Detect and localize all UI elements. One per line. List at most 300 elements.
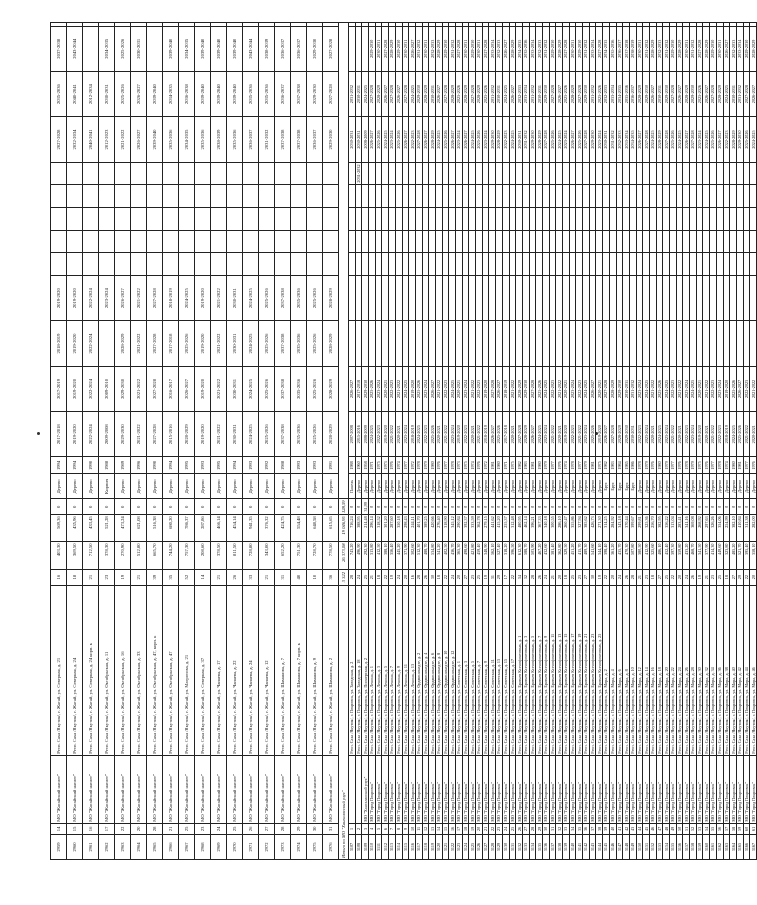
- cell-id: 3134: [529, 835, 536, 860]
- cell-id: 3119: [429, 835, 436, 860]
- cell-c: 297,63: [703, 515, 710, 542]
- cell-period: 2026-2027: [429, 366, 436, 411]
- cell-c: 433,45: [83, 515, 99, 542]
- cell-b: 412,50: [375, 542, 382, 569]
- cell-addr: Респ. Саха /Якутия/, г. Покровск, ул. Мира, д. 18: [656, 585, 663, 755]
- cell-c: 554,48: [291, 515, 307, 542]
- cell-period: 2028-2029: [435, 26, 442, 71]
- cell-b: 527,40: [496, 542, 503, 569]
- cell-period: [456, 321, 463, 366]
- cell-w: Дерево: [409, 474, 416, 499]
- cell-w: Дерево: [476, 474, 483, 499]
- cell-c: 341,16: [683, 515, 690, 542]
- cell-period: [375, 230, 382, 253]
- cell-period: [389, 230, 396, 253]
- cell-period: [382, 253, 389, 276]
- cell-period: [556, 208, 563, 231]
- cell-period: [83, 253, 99, 276]
- cell-org: [355, 755, 362, 823]
- cell-period: 2027-2028: [576, 71, 583, 116]
- cell-addr: Респ. Саха /Якутия/, г. Покровск, ул. Орджоникидзе, д. 4: [422, 585, 429, 755]
- cell-org: МО "Город Покровск": [449, 755, 456, 823]
- cell-period: [563, 208, 570, 231]
- table-total-section: [339, 23, 349, 860]
- cell-period: [179, 162, 195, 185]
- cell-period: [462, 208, 469, 231]
- cell-period: [736, 185, 743, 208]
- cell-period: [563, 185, 570, 208]
- cell-n: 30: [542, 823, 549, 834]
- cell-n: 20: [476, 823, 483, 834]
- cell-period: [362, 185, 369, 208]
- cell-period: [409, 276, 416, 321]
- cell-period: 2028-2029: [536, 117, 543, 162]
- cell-id: 2974: [291, 835, 307, 860]
- cell-w: Дерево: [415, 474, 422, 499]
- cell-period: 2030-2031: [227, 412, 243, 457]
- cell-w: Дерево: [569, 474, 576, 499]
- cell-period: [629, 162, 636, 185]
- cell-period: 2032-2033: [730, 26, 737, 71]
- cell-n: 17: [99, 823, 115, 834]
- cell-period: 2029-2030: [743, 26, 750, 71]
- cell-period: [323, 230, 339, 253]
- cell-period: 2033-2034: [529, 26, 536, 71]
- cell-period: 2022-2023: [502, 117, 509, 162]
- cell-period: 2035-2036: [522, 26, 529, 71]
- cell-period: 2024-2025: [243, 276, 259, 321]
- table-row: [489, 23, 496, 860]
- table-row: [476, 23, 483, 860]
- cell-period: 2026-2027: [179, 366, 195, 411]
- cell-period: 2030-2031: [730, 71, 737, 116]
- cell-period: 2036-2037: [291, 26, 307, 71]
- cell-d: 0: [623, 499, 630, 515]
- cell-y: 1976: [476, 457, 483, 474]
- cell-period: [442, 162, 449, 185]
- cell-id: 2973: [275, 835, 291, 860]
- cell-period: [636, 185, 643, 208]
- cell-period: [462, 253, 469, 276]
- cell-period: [676, 185, 683, 208]
- cell-period: [422, 185, 429, 208]
- cell-period: 2036-2037: [243, 117, 259, 162]
- cell-b: 451,20: [569, 542, 576, 569]
- cell-org: МО "Жатайский наслег": [291, 755, 307, 823]
- cell-period: [750, 230, 757, 253]
- cell-w: Дерево: [369, 474, 376, 499]
- cell-period: [375, 276, 382, 321]
- cell-org: МО "Жатайский наслег": [51, 755, 67, 823]
- cell-id: 3127: [482, 835, 489, 860]
- cell-period: 2026-2027: [489, 412, 496, 457]
- cell-c: 284,92: [609, 515, 616, 542]
- cell-b: 412,90: [643, 542, 650, 569]
- cell-n: 21: [163, 823, 179, 834]
- cell-period: [750, 276, 757, 321]
- cell-org: МО "Город Покровск": [402, 755, 409, 823]
- cell-period: [643, 230, 650, 253]
- cell-period: 2024-2025: [536, 412, 543, 457]
- cell-period: [516, 276, 523, 321]
- cell-d: 0: [83, 499, 99, 515]
- cell-period: 2026-2027: [683, 117, 690, 162]
- cell-w: Дерево: [730, 474, 737, 499]
- cell-period: 2031-2032: [489, 71, 496, 116]
- cell-period: 2019-2020: [195, 276, 211, 321]
- cell-a: 27: [462, 569, 469, 585]
- cell-period: 2029-2030: [690, 71, 697, 116]
- cell-a: 32: [522, 569, 529, 585]
- cell-b: 380,50: [636, 542, 643, 569]
- cell-period: [435, 185, 442, 208]
- cell-addr: Респ. Саха /Якутия/, г. Жатай, ул. Шаманова, д. 9: [307, 585, 323, 755]
- cell-period: [542, 230, 549, 253]
- cell-period: [409, 208, 416, 231]
- cell-period: 2027-2028: [542, 117, 549, 162]
- cell-n: 35: [576, 823, 583, 834]
- cell-period: 2026-2027: [131, 117, 147, 162]
- cell-period: 2025-2026: [736, 412, 743, 457]
- cell-period: [131, 185, 147, 208]
- cell-addr: Респ. Саха /Якутия/, г. Покровск, ул. Братьев Ксенофонтовых, д. 19: [576, 585, 583, 755]
- cell-c: 521,28: [99, 515, 115, 542]
- cell-period: 2019-2020: [563, 412, 570, 457]
- cell-period: 2022-2023: [710, 366, 717, 411]
- cell-b: 415,70: [576, 542, 583, 569]
- cell-period: [402, 321, 409, 366]
- cell-period: [99, 253, 115, 276]
- cell-period: 2023-2024: [99, 276, 115, 321]
- cell-id: 3151: [643, 835, 650, 860]
- cell-c: 326,26: [710, 515, 717, 542]
- cell-period: 2027-2028: [696, 26, 703, 71]
- cell-y: 1994: [67, 457, 83, 474]
- cell-period: 2034-2035: [179, 117, 195, 162]
- cell-y: 1986: [629, 457, 636, 474]
- cell-b: 359,80: [676, 542, 683, 569]
- total-row: [339, 23, 349, 860]
- table-row: [542, 23, 549, 860]
- cell-period: 2026-2027: [131, 71, 147, 116]
- cell-period: 2026-2027: [676, 71, 683, 116]
- cell-period: 2027-2028: [389, 71, 396, 116]
- cell-n: 24: [211, 823, 227, 834]
- cell-period: [529, 208, 536, 231]
- cell-period: [211, 230, 227, 253]
- cell-period: [556, 276, 563, 321]
- cell-b: 371,90: [402, 542, 409, 569]
- cell-period: [609, 162, 616, 185]
- cell-d: 0: [195, 499, 211, 515]
- cell-d: 0: [307, 499, 323, 515]
- cell-period: 2020-2021: [435, 412, 442, 457]
- cell-period: [656, 253, 663, 276]
- cell-period: [51, 230, 67, 253]
- cell-period: 2029-2030: [369, 26, 376, 71]
- cell-period: [415, 276, 422, 321]
- table-body-upper: [51, 23, 339, 860]
- table-row: [442, 23, 449, 860]
- cell-period: [131, 208, 147, 231]
- cell-period: 2027-2028: [147, 412, 163, 457]
- cell-w: Брус: [623, 474, 630, 499]
- cell-addr: Респ. Саха /Якутия/, г. Жатай, ул. Шаманова, д. 7 корп. к: [291, 585, 307, 755]
- cell-org: МО "Город Покровск": [496, 755, 503, 823]
- cell-period: [489, 162, 496, 185]
- cell-b: 270,90: [115, 542, 131, 569]
- cell-addr: Респ. Саха /Якутия/, г. Покровск, ул. Мира, д. 28: [690, 585, 697, 755]
- cell-period: 2030-2031: [636, 26, 643, 71]
- cell-n: 48: [663, 823, 670, 834]
- cell-period: [243, 253, 259, 276]
- cell-period: [442, 253, 449, 276]
- cell-org: МО "Город Покровск": [730, 755, 737, 823]
- cell-period: 2023-2024: [482, 117, 489, 162]
- cell-y: 1971: [502, 457, 509, 474]
- cell-org: МО "Жатайский наслег": [195, 755, 211, 823]
- cell-b: 503,90: [529, 542, 536, 569]
- cell-org: МО "Город Покровск": [636, 755, 643, 823]
- cell-period: 2029-2030: [489, 117, 496, 162]
- cell-period: 2022-2023: [549, 366, 556, 411]
- cell-period: 2021-2022: [670, 412, 677, 457]
- cell-y: 1978: [449, 457, 456, 474]
- cell-period: 2029-2030: [522, 366, 529, 411]
- cell-addr: Респ. Саха /Якутия/, г. Покровск, ул. Мира, д. 22: [670, 585, 677, 755]
- cell-org: МО "Город Покровск": [649, 755, 656, 823]
- cell-c: 282,00: [750, 515, 757, 542]
- cell-a: 20: [556, 569, 563, 585]
- cell-a: 36: [323, 569, 339, 585]
- cell-period: [696, 253, 703, 276]
- table-row: [730, 23, 737, 860]
- cell-period: 2029-2030: [549, 26, 556, 71]
- cell-a: 22: [509, 569, 516, 585]
- cell-addr: Респ. Саха /Якутия/, г. Покровск, ул. Мира, д. 20: [663, 585, 670, 755]
- cell-id: 3137: [549, 835, 556, 860]
- cell-c: 255,37: [502, 515, 509, 542]
- cell-addr: Респ. Саха /Якутия/, г. Покровск, ул. Советская, д. 5: [469, 585, 476, 755]
- cell-period: 2023-2024: [696, 117, 703, 162]
- cell-y: 1977: [743, 457, 750, 474]
- cell-addr: Респ. Саха /Якутия/, г. Покровск, ул. Мира, д. 30: [696, 585, 703, 755]
- cell-period: [716, 162, 723, 185]
- cell-period: [583, 253, 590, 276]
- cell-period: 2019-2020: [456, 412, 463, 457]
- cell-period: 2036-2037: [307, 117, 323, 162]
- cell-period: 2024-2025: [362, 71, 369, 116]
- cell-d: 0: [576, 499, 583, 515]
- cell-period: 2025-2026: [576, 117, 583, 162]
- cell-period: [710, 321, 717, 366]
- cell-y: 1980: [496, 457, 503, 474]
- cell-id: 3152: [649, 835, 656, 860]
- cell-id: 3130: [502, 835, 509, 860]
- cell-period: 2025-2026: [563, 71, 570, 116]
- cell-addr: Респ. Саха /Якутия/, г. Покровск, ул. Мира, д. 12: [636, 585, 643, 755]
- cell-a: 23: [576, 569, 583, 585]
- cell-n: 23: [195, 823, 211, 834]
- cell-d: 0: [482, 499, 489, 515]
- cell-org: МО "Город Покровск": [676, 755, 683, 823]
- cell-period: [609, 208, 616, 231]
- cell-org: МО "Город Покровск": [629, 755, 636, 823]
- cell-period: [643, 321, 650, 366]
- cell-a: 20: [750, 569, 757, 585]
- cell-period: 2030-2031: [462, 26, 469, 71]
- cell-period: [502, 230, 509, 253]
- cell-period: [259, 253, 275, 276]
- cell-period: [743, 185, 750, 208]
- cell-addr: Респ. Саха /Якутия/, г. Жатай, ул. Октябрьская, д. 47: [163, 585, 179, 755]
- cell-id: 3164: [730, 835, 737, 860]
- cell-d: 0: [629, 499, 636, 515]
- cell-period: [576, 208, 583, 231]
- cell-period: 2035-2036: [623, 71, 630, 116]
- cell-b: 712,50: [83, 542, 99, 569]
- cell-period: 2026-2027: [569, 117, 576, 162]
- cell-period: [362, 162, 369, 185]
- cell-period: [563, 276, 570, 321]
- cell-period: [690, 253, 697, 276]
- cell-period: 2019-2020: [67, 366, 83, 411]
- cell-period: 2037-2038: [51, 26, 67, 71]
- cell-period: [750, 321, 757, 366]
- cell-period: [616, 321, 623, 366]
- cell-y: 1977: [670, 457, 677, 474]
- cell-org: МО "Жатайский наслег": [179, 755, 195, 823]
- cell-period: 2023-2024: [683, 366, 690, 411]
- cell-period: [509, 230, 516, 253]
- cell-period: 2030-2031: [349, 117, 356, 162]
- cell-period: 2028-2029: [516, 366, 523, 411]
- cell-period: [522, 321, 529, 366]
- cell-n: 30: [307, 823, 323, 834]
- cell-d: 0: [51, 499, 67, 515]
- cell-period: [736, 321, 743, 366]
- cell-c: 318,90: [442, 515, 449, 542]
- cell-period: 2009-2010: [99, 366, 115, 411]
- cell-period: [750, 208, 757, 231]
- cell-n: 16: [83, 823, 99, 834]
- cell-w: Дерево: [435, 474, 442, 499]
- cell-period: [409, 321, 416, 366]
- cell-id: 3136: [542, 835, 549, 860]
- cell-period: [115, 230, 131, 253]
- cell-a: 40: [291, 569, 307, 585]
- cell-period: [355, 230, 362, 253]
- cell-period: 2027-2028: [743, 71, 750, 116]
- cell-y: 1980: [656, 457, 663, 474]
- cell-c: 621,08: [131, 515, 147, 542]
- cell-w: Дерево: [395, 474, 402, 499]
- cell-w: Дерево: [542, 474, 549, 499]
- cell-period: 2035-2036: [51, 71, 67, 116]
- cell-b: 313,80: [369, 542, 376, 569]
- cell-period: [476, 185, 483, 208]
- cell-w: Брус: [603, 474, 610, 499]
- cell-period: [629, 321, 636, 366]
- cell-period: 2043-2044: [67, 26, 83, 71]
- cell-period: 2023-2024: [449, 412, 456, 457]
- cell-id: 2976: [323, 835, 339, 860]
- cell-c: 287,86: [195, 515, 211, 542]
- cell-a: 30: [589, 569, 596, 585]
- table-row: [516, 23, 523, 860]
- cell-addr: Респ. Саха /Якутия/, г. Покровск, ул. Советская, д. 7: [476, 585, 483, 755]
- cell-period: [67, 162, 83, 185]
- cell-period: 2029-2030: [643, 71, 650, 116]
- cell-period: [389, 276, 396, 321]
- cell-w: Дерево: [589, 474, 596, 499]
- table-row: [462, 23, 469, 860]
- cell-period: 2032-2033: [603, 71, 610, 116]
- cell-period: [516, 230, 523, 253]
- cell-period: [703, 253, 710, 276]
- cell-w: Дерево: [275, 474, 291, 499]
- cell-period: 2021-2022: [743, 412, 750, 457]
- cell-period: [163, 162, 179, 185]
- cell-period: [663, 253, 670, 276]
- cell-period: [743, 321, 750, 366]
- cell-period: 2033-2034: [736, 26, 743, 71]
- cell-period: [449, 162, 456, 185]
- cell-period: [429, 208, 436, 231]
- cell-a: 17: [502, 569, 509, 585]
- cell-w: Дерево: [489, 474, 496, 499]
- table-row: [115, 23, 131, 860]
- cell-period: [243, 185, 259, 208]
- cell-period: 2020-2021: [469, 412, 476, 457]
- cell-period: 2027-2028: [609, 412, 616, 457]
- cell-period: 2024-2025: [703, 117, 710, 162]
- cell-id: 3140: [569, 835, 576, 860]
- cell-w: Кирпич: [99, 474, 115, 499]
- cell-a: 21: [259, 569, 275, 585]
- table-row: [307, 23, 323, 860]
- cell-period: 2039-2040: [163, 26, 179, 71]
- cell-period: 2029-2030: [362, 366, 369, 411]
- cell-period: [429, 230, 436, 253]
- cell-a: 21: [703, 569, 710, 585]
- cell-period: 2026-2027: [395, 71, 402, 116]
- cell-n: 15: [442, 823, 449, 834]
- cell-period: [730, 208, 737, 231]
- cell-period: 2033-2034: [489, 26, 496, 71]
- cell-period: 2018-2019: [163, 276, 179, 321]
- cell-period: [656, 230, 663, 253]
- cell-org: МО "Город Покровск": [683, 755, 690, 823]
- cell-w: Дерево: [51, 474, 67, 499]
- cell-period: [736, 253, 743, 276]
- cell-w: Дерево: [179, 474, 195, 499]
- cell-b: 728,80: [243, 542, 259, 569]
- cell-period: [131, 162, 147, 185]
- cell-c: 382,10: [730, 515, 737, 542]
- table-row: [583, 23, 590, 860]
- cell-period: 2022-2023: [576, 366, 583, 411]
- cell-period: [476, 162, 483, 185]
- cell-period: 2027-2028: [643, 117, 650, 162]
- cell-period: [750, 185, 757, 208]
- cell-period: 2028-2029: [375, 71, 382, 116]
- cell-period: [163, 208, 179, 231]
- cell-period: [291, 162, 307, 185]
- cell-org: МО "Жатайский наслег": [275, 755, 291, 823]
- cell-d: 0: [131, 499, 147, 515]
- cell-period: [291, 253, 307, 276]
